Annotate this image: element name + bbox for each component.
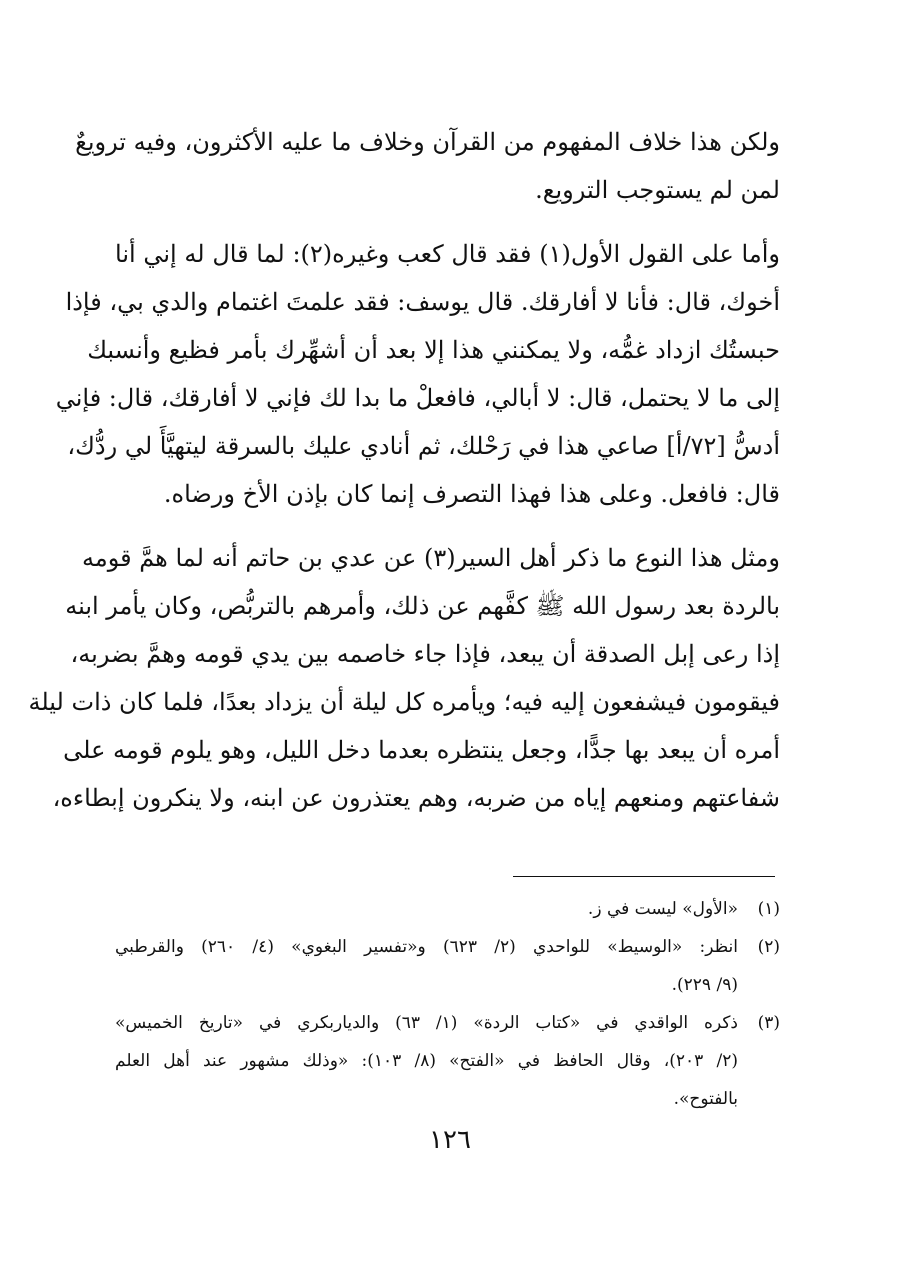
text-line: إلى ما لا يحتمل، قال: لا أبالي، فافعلْ ما بدا لك فإني لا أفارقك، قال: فإني	[55, 384, 780, 412]
footnote-2	[115, 928, 780, 1004]
text-line: فيقومون فيشفعون إليه فيه؛ ويأمره كل ليلة أن يزداد بعدًا، فلما كان ذات ليلة	[28, 688, 780, 716]
page-number: ١٢٦	[429, 1125, 471, 1155]
text-line: إذا رعى إبل الصدقة أن يبعد، فإذا جاء خاصمه بين يدي قومه وهمَّ بضربه،	[70, 640, 780, 668]
footnote-line: انظر: «الوسيط» للواحدي (٢/ ٦٢٣) و«تفسير البغوي» (٤/ ٢٦٠) والقرطبي	[115, 937, 738, 957]
text-line: ولكن هذا خلاف المفهوم من القرآن وخلاف ما عليه الأكثرون، وفيه ترويعٌ	[75, 128, 780, 156]
text-line: أدسُّ [٧٢/أ] صاعي هذا في رَحْلك، ثم أنادي عليك بالسرقة ليتهيَّأَ لي ردُّك،	[67, 432, 780, 460]
paragraph-2	[55, 230, 780, 518]
text-line: بالردة بعد رسول الله ﷺ كفَّهم عن ذلك، وأمرهم بالتربُّص، وكان يأمر ابنه	[65, 592, 780, 620]
footnote-line: (٩/ ٢٢٩).	[671, 975, 738, 995]
footnote-line: (٢/ ٢٠٣)، وقال الحافظ في «الفتح» (٨/ ١٠٣): «وذلك مشهور عند أهل العلم	[115, 1051, 738, 1071]
paragraph-3	[28, 534, 780, 822]
footnote-line: ذكره الواقدي في «كتاب الردة» (١/ ٦٣) والدياربكري في «تاريخ الخميس»	[115, 1013, 738, 1033]
footnote-1	[115, 890, 780, 928]
footnotes	[115, 890, 780, 1118]
text-line: أخوك، قال: فأنا لا أفارقك. قال يوسف: فقد علمتَ اغتمام والدي بي، فإذا	[65, 288, 780, 316]
text-line: وأما على القول الأول(١) فقد قال كعب وغيره(٢): لما قال له إني أنا	[115, 240, 780, 268]
footnote-number: (٢)	[757, 937, 780, 957]
footnote-number: (١)	[757, 899, 780, 919]
paragraph-1	[75, 118, 780, 214]
text-line: حبستُك ازداد غمُّه، ولا يمكنني هذا إلا بعد أن أشهِّرك بأمر فظيع وأنسبك	[87, 336, 780, 364]
footnote-line: بالفتوح».	[673, 1089, 738, 1109]
text-line: ومثل هذا النوع ما ذكر أهل السير(٣) عن عدي بن حاتم أنه لما همَّ قومه	[81, 544, 780, 572]
text-line: أمره أن يبعد بها جدًّا، وجعل ينتظره بعدما دخل الليل، وهو يلوم قومه على	[63, 736, 780, 764]
main-text	[28, 118, 780, 838]
footnote-line: «الأول» ليست في ز.	[587, 899, 738, 919]
footnote-separator	[513, 876, 775, 877]
text-line: قال: فافعل. وعلى هذا فهذا التصرف إنما كان بإذن الأخ ورضاه.	[163, 480, 780, 508]
footnote-number: (٣)	[757, 1013, 780, 1033]
text-line: شفاعتهم ومنعهم إياه من ضربه، وهم يعتذرون عن ابنه، ولا ينكرون إبطاءه،	[52, 784, 780, 812]
text-line: لمن لم يستوجب الترويع.	[535, 176, 780, 204]
footnote-3	[115, 1004, 780, 1118]
